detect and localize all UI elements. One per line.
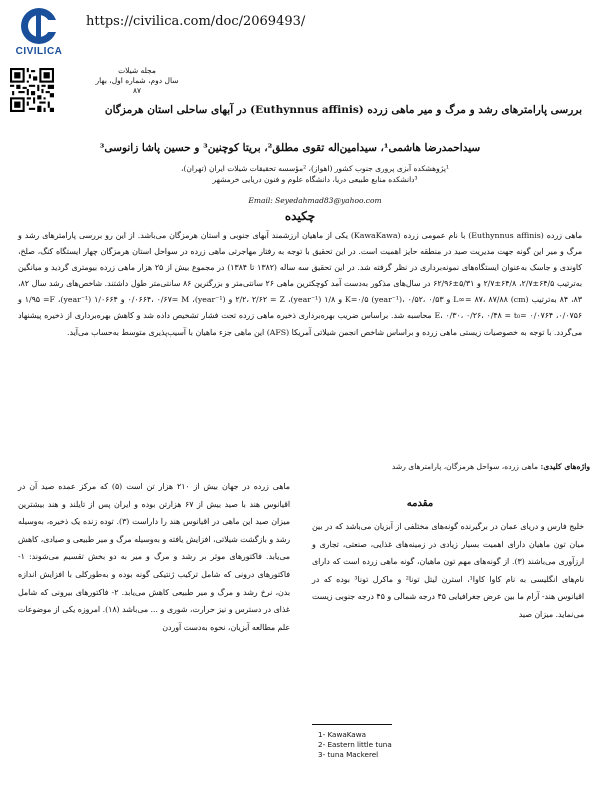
intro-column [312, 518, 584, 624]
left-column [18, 478, 290, 636]
paper-title: بررسی پارامترهای رشد و مرگ و میر ماهی زرده (Euthynnus affinis) در آبهای ساحلی استان هرمزگان [104, 104, 582, 116]
logo-text: CIVILICA [15, 46, 63, 57]
journal-name: مجله شیلات [118, 66, 156, 75]
document-url[interactable]: https://civilica.com/doc/2069493/ [86, 14, 306, 29]
footnote-3: 3- tuna Mackerel [318, 750, 379, 759]
intro-heading: مقدمه [406, 498, 434, 509]
footnote-1: 1- KawaKawa [318, 730, 366, 739]
affiliation-line-2: ³دانشکده منابع طبیعی دریا، دانشگاه علوم و فنون دریایی خرمشهر [212, 175, 418, 184]
author-email: Email: Seyedahmad83@yahoo.com [248, 196, 382, 205]
keywords [170, 462, 590, 471]
affiliation-line-1: ¹پژوهشکده آبزی پروری جنوب کشور (اهواز)، ²مؤسسه تحقیقات شیلات ایران (تهران)، [181, 164, 449, 173]
affiliations [150, 163, 480, 185]
footnote-2: 2- Eastern little tuna [318, 740, 392, 749]
footnotes [318, 730, 578, 760]
abstract-paragraph: ماهی زرده (Euthynnus affinis) با نام عمومی زرده (KawaKawa) یکی از ماهیان ارزشمند آبهای جنوبی و استان هرمزگان می‌باشد. از این رو بررسی پارامترهای رشد و مرگ و میر این گونه جهت مدیریت صید در منطقه حایز اهمیت است. در این تحقیق با توجه به رفتار مهاجرتی ماهی زرده در سواحل استان هرمزگان چهار ایستگاه کنگ، صلخ، کاوندی و جاسک به‌عنوان ایستگاه‌های نمونه‌برداری در نظر گرفته شد. در این تحقیق سه ساله (۱۳۸۲ تا ۱۳۸۴) در مجموع بیش از ۲۵ هزار ماهی زرده بیومتری گردید و میانگین به‌ترتیب ۶۴/۵±۲/۷، ۶۴/۸±۲/۷ و ۵/۳۱±۶۲/۹۶ در سال‌های مذکور به‌دست آمد کوچکترین ماهی ۲۶ سانتی‌متر و بزرگترین ۸۶ سانتی‌متر طول داشتند. شاخص‌های رشد سال ۸۲، ۸۳، ۸۴ به‌ترتیب L∞= ۸۷، ۸۷/۸۸ (cm) و K=۰/۵ (year⁻¹)، ۰/۵۲، ۰/۵۳ و ۱/۸ (year⁻¹)، ۲/۲، ۲/۶۲ = Z و (year⁻¹)، ۰/۰۶۶۴، ۰/۶۷= M و ۱/۰۶۶۴ (year⁻¹)، ۱/۹۵ =F و ۰/۰۷۵۶، ۰/۰۷۶۴ =E، ۰/۳۰، ۰/۲۶، ۰/۴۸ = t₀ محاسبه شد. براساس ضریب بهره‌برداری ذخیره ماهی زرده تحت فشار تشخیص داده شد و کاهش بهره‌برداری از ذخیره پیشنهاد می‌گردد. با توجه به خصوصیات زیستی ماهی زرده و براساس شاخص انجمن شیلاتی آمریکا (AFS) این ماهی جزء ماهیان با آسیب‌پذیری متوسط به‌حساب می‌آید. [18, 231, 583, 337]
abstract-text [18, 228, 582, 341]
left-column-paragraph: ماهی زرده در جهان بیش از ۲۱۰ هزار تن است (۵) که مرکز عمده صید آن در اقیانوس هند با صید بیش از ۶۷ هزارتن بوده و ایران پس از تایلند و هند بیشترین میزان صید این ماهی در اقیانوس هند را داراست (۳). توده زنده یک ذخیره، به‌وسیله رشد و بازگشت شیلاتی، افزایش یافته و به‌وسیله مرگ و میر طبیعی و صیادی، کاهش می‌یابد. فاکتورهای موثر بر رشد و مرگ و میر به دو بخش تقسیم می‌شوند: ۱- فاکتورهای درونی که شامل ترکیب ژنتیکی گونه بوده و به‌طورکلی با افزایش اندازه بدن، نرخ رشد و مرگ و میر طبیعی کاهش می‌یابد. ۲- فاکتورهای بیرونی که شامل غذای در دسترس و نیز حرارت، شوری و ... می‌باشد (۱۸). امروزه یکی از موضوعات علم مطالعه آبزیان، نحوه به‌دست آوردن [18, 482, 291, 632]
abstract-heading: چکیده [284, 209, 316, 223]
paper-authors: سیداحمدرضا هاشمی¹، سیدامین‌اله تقوی مطلق²، بریتا کوچنین³ و حسین پاشا زانوسی³ [99, 142, 481, 154]
civilica-logo-icon [8, 6, 70, 48]
intro-paragraph: خلیج فارس و دریای عمان در برگیرنده گونه‌های مختلفی از آبزیان می‌باشد که در بین میان تون ماهیان دارای اهمیت بسیار زیادی در زمینه‌های غذایی، صنعتی، تجاری و ارزآوری می‌باشند (۳). از گونه‌های مهم تون ماهیان، گونه ماهی زرده است که دارای نام‌های انگلیسی به نام کاوا کاوا¹، استرن لیتل تونا² و ماکرل تونا³ بوده که در اقیانوس هند- آرام ما بین عرض جغرافیایی ۴۵ درجه شمالی و ۴۵ درجه جنوبی زیست می‌نماید. میزان صید [312, 522, 585, 619]
journal-issue: سال دوم، شماره اول، بهار ۸۷ [95, 76, 179, 95]
keywords-text: ماهی زرده، سواحل هرمزگان، پارامترهای رشد [391, 462, 539, 471]
qr-code-icon [10, 68, 54, 112]
keywords-label: واژه‌های کلیدی: [540, 462, 590, 471]
footnote-divider [312, 724, 392, 725]
journal-info [92, 66, 182, 96]
civilica-logo[interactable] [8, 6, 70, 64]
